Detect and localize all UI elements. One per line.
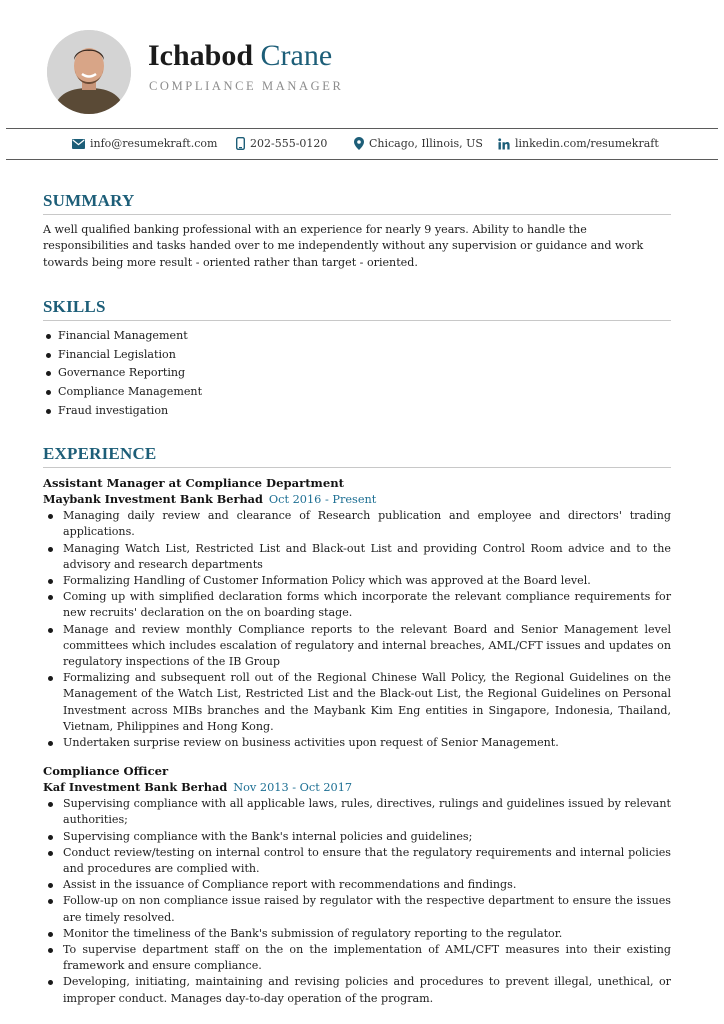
full-name [148, 38, 332, 74]
section-divider [43, 320, 671, 321]
bullet-icon [46, 371, 51, 376]
bullet-icon [48, 628, 53, 633]
bullet-icon [48, 802, 53, 807]
bullet-icon [48, 676, 53, 681]
list-item [43, 346, 671, 365]
list-item [43, 541, 671, 573]
job-entry [43, 763, 671, 1007]
job-company-line [43, 491, 671, 508]
summary-text: A well qualified banking professional with an experience for nearly 9 years. Ability to handle the responsibilities and tasks handed over to me independently without any supervision or guidance and work towards being more result - oriented rather than target - oriented. [43, 223, 644, 269]
list-item-text: Coming up with simplified declaration forms which incorporate the relevant compliance requirements for new recruits' declaration on the on boarding stage. [63, 590, 671, 620]
bullet-icon [48, 899, 53, 904]
linkedin-icon [498, 138, 510, 150]
list-item [43, 877, 671, 893]
list-item-text: Follow-up on non compliance issue raised by regulator with the respective department to ensure the issues are timely resolved. [63, 894, 671, 924]
list-item [43, 670, 671, 735]
contact-bar [6, 128, 718, 160]
list-item-text: Conduct review/testing on internal control to ensure that the regulatory requirements and internal policies and procedures are complied with. [63, 845, 671, 876]
list-item [43, 796, 671, 828]
experience-section [43, 443, 671, 1007]
list-item-text: Developing, initiating, maintaining and revising policies and procedures to prevent illegal, unethical, or improper conduct. Manages day-to-day operation of the program. [63, 975, 671, 1005]
avatar-photo-icon [47, 30, 131, 114]
job-company-line [43, 779, 671, 796]
bullet-icon [46, 409, 51, 414]
section-divider [43, 467, 671, 468]
list-item [43, 589, 671, 621]
first-name: Ichabod [148, 39, 254, 72]
contact-phone[interactable] [236, 129, 327, 158]
list-item [43, 622, 671, 671]
skills-list [43, 327, 671, 420]
summary-section [43, 190, 671, 271]
bullet-icon [48, 948, 53, 953]
list-item-text: Formalizing Handling of Customer Information Policy which was approved at the Board level. [63, 574, 591, 587]
summary-heading: SUMMARY [43, 191, 135, 210]
job-role: Assistant Manager at Compliance Department [43, 476, 344, 491]
skills-section [43, 296, 671, 420]
phone-text: 202-555-0120 [250, 137, 328, 150]
list-item-text: Supervising compliance with the Bank's internal policies and guidelines; [63, 829, 473, 843]
list-item-text: Undertaken surprise review on business activities upon request of Senior Management. [63, 736, 559, 750]
map-pin-icon [354, 137, 364, 150]
bullet-icon [46, 390, 51, 395]
linkedin-text: linkedin.com/resumekraft [515, 137, 659, 150]
experience-list [43, 475, 671, 1007]
last-name: Crane [260, 39, 333, 72]
list-item [43, 829, 671, 845]
company-name: Kaf Investment Bank Berhad [43, 780, 228, 795]
company-name: Maybank Investment Bank Berhad [43, 492, 263, 507]
resume-header [0, 0, 724, 128]
list-item-text: Assist in the issuance of Compliance report with recommendations and findings. [63, 878, 517, 892]
list-item-text: Supervising compliance with all applicable laws, rules, directives, rulings and guidelines issued by relevant authorities; [63, 797, 671, 827]
section-divider [43, 214, 671, 215]
bullet-icon [48, 883, 53, 888]
job-title: COMPLIANCE MANAGER [149, 79, 344, 93]
list-item-text: Financial Legislation [58, 347, 176, 361]
list-item [43, 942, 671, 974]
bullet-icon [48, 980, 53, 985]
bullet-icon [48, 547, 53, 552]
list-item-text: Manage and review monthly Compliance reports to the relevant Board and Senior Management level committees which includes escalation of regulatory and internal breaches, AML/CFT issues and updates on regulatory inspections of the IB Group [63, 622, 671, 669]
list-item-text: Financial Management [58, 329, 188, 343]
list-item [43, 735, 671, 751]
bullet-icon [48, 851, 53, 856]
resume-body [43, 190, 671, 1007]
profile-photo [47, 30, 131, 114]
list-item [43, 327, 671, 346]
bullet-icon [46, 334, 51, 339]
list-item [43, 402, 671, 421]
list-item-text: Managing daily review and clearance of Research publication and employee and directors' trading applications. [63, 509, 671, 539]
contact-email[interactable] [72, 129, 217, 158]
bullet-icon [46, 353, 51, 358]
job-bullets [43, 796, 671, 1007]
experience-heading: EXPERIENCE [43, 444, 157, 464]
job-entry [43, 475, 671, 751]
contact-location [354, 129, 483, 158]
job-dates: Oct 2016 - Present [268, 493, 377, 507]
job-role: Compliance Officer [43, 764, 169, 779]
bullet-icon [48, 579, 53, 584]
list-item [43, 974, 671, 1006]
list-item [43, 364, 671, 383]
list-item [43, 508, 671, 540]
list-item-text: Governance Reporting [58, 366, 186, 380]
job-dates: Nov 2013 - Oct 2017 [233, 781, 353, 795]
bullet-icon [48, 514, 53, 519]
list-item-text: Fraud investigation [58, 403, 169, 417]
list-item [43, 573, 671, 589]
bullet-icon [48, 932, 53, 937]
list-item [43, 926, 671, 942]
location-text: Chicago, Illinois, US [369, 137, 483, 150]
list-item-text: Formalizing and subsequent roll out of the Regional Chinese Wall Policy, the Regional Guidelines on the Management of the Watch List, Restricted List and the Black-out List, the Regional Guidelines on Personal Investment across MIBs branches and the Maybank Kim Eng entities in Singapore, Indonesia, Thailand, Vietnam, Philippines and Hong Kong. [63, 671, 671, 733]
bullet-icon [48, 835, 53, 840]
bullet-icon [48, 595, 53, 600]
skills-heading: SKILLS [43, 297, 106, 317]
list-item-text: Managing Watch List, Restricted List and Black-out List and providing Control Room advice and to the advisory and research departments [63, 541, 671, 571]
list-item-text: To supervise department staff on the on the implementation of AML/CFT measures into their existing framework and ensure compliance. [63, 943, 671, 973]
email-text: info@resumekraft.com [90, 137, 218, 150]
list-item [43, 845, 671, 877]
envelope-icon [72, 139, 85, 149]
list-item [43, 383, 671, 402]
phone-icon [236, 137, 245, 150]
job-bullets [43, 508, 671, 751]
contact-linkedin[interactable] [498, 129, 659, 158]
list-item-text: Compliance Management [58, 385, 203, 398]
list-item-text: Monitor the timeliness of the Bank's submission of regulatory reporting to the regulator. [63, 926, 563, 940]
bullet-icon [48, 741, 53, 746]
list-item [43, 893, 671, 925]
